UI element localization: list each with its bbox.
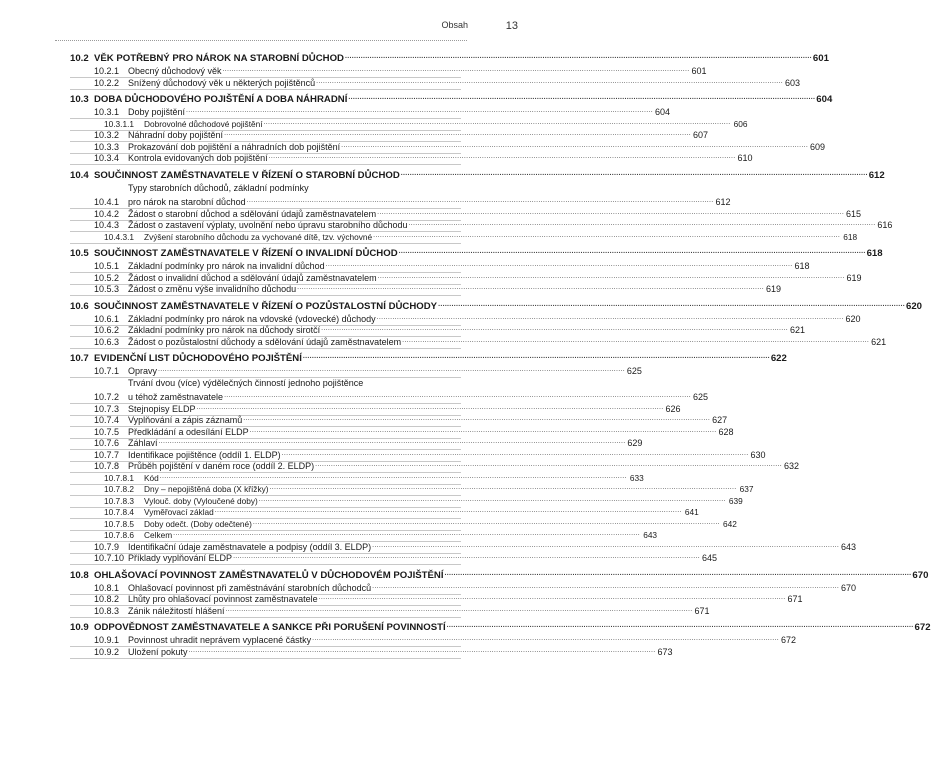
toc-entry [70, 646, 673, 659]
toc-entry-page: 642 [723, 518, 737, 529]
toc-entry-title: Prokazování dob pojištění a náhradních dob pojištění [128, 141, 341, 152]
toc-entry-page: 612 [868, 169, 885, 181]
toc-entry-title: Vyměřovací základ [144, 507, 214, 517]
toc-entry-page: 618 [843, 231, 858, 242]
toc-entry-page: 618 [794, 261, 810, 271]
toc-entry-title: Identifikační údaje zaměstnavatele a podpisy (oddíl 3. ELDP) [128, 541, 372, 552]
toc-entry-title: Identifikace pojištěnce (oddíl 1. ELDP) [128, 449, 281, 460]
toc-entry-page: 672 [914, 622, 931, 633]
toc-entry-number: 10.4.3 [94, 220, 120, 230]
toc-entry-number: 10.3.1 [94, 107, 120, 117]
toc-entry-page: 622 [770, 353, 787, 364]
toc-entry-page: 619 [766, 284, 782, 294]
dot-leader [233, 550, 700, 563]
toc-entry-number: 10.6.2 [94, 325, 120, 335]
toc-entry-number: 10.9.2 [94, 646, 120, 657]
toc-entry-number: 10.7.8.6 [104, 530, 134, 540]
page-number: 13 [505, 20, 518, 32]
toc-entry-title: Základní podmínky pro nárok na vdovské (vdovecké) důchody [128, 313, 376, 324]
toc-entry-title: Kontrola evidovaných dob pojištění [128, 153, 268, 163]
toc-entry-page: 643 [643, 530, 658, 540]
toc-entry-page: 629 [627, 438, 643, 448]
toc-entry-title: Doby odečt. (Doby odečtené) [144, 518, 252, 529]
toc-entry-number: 10.7 [70, 353, 89, 364]
toc-entry [70, 169, 885, 183]
toc-entry-title: Obecný důchodový věk [128, 66, 222, 76]
dot-leader [269, 150, 736, 163]
toc-entry-title: EVIDENČNÍ LIST DŮCHODOVÉHO POJIŠTĚNÍ [94, 353, 302, 364]
toc-entry-page: 671 [694, 605, 710, 616]
toc-entry-number: 10.7.8.5 [104, 518, 134, 529]
toc-entry-number: 10.3.1.1 [104, 118, 134, 129]
toc-entry-number: 10.5 [70, 248, 89, 259]
toc-entry [70, 231, 858, 244]
toc-entry-number: 10.7.7 [94, 449, 120, 460]
toc-entry-title-cont: pro nárok na starobní důchod [128, 197, 246, 207]
toc-entry-page: 637 [739, 484, 754, 494]
toc-entry-title: Žádost o invalidní důchod a sdělování údajů zaměstnavatelem [128, 272, 377, 283]
toc-entry-title: Vyplňování a zápis záznamů [128, 415, 243, 425]
toc-entry-number: 10.4 [70, 169, 89, 181]
dot-leader [438, 297, 905, 312]
toc-entry-title: Opravy [128, 366, 158, 376]
dot-leader [348, 90, 815, 105]
toc-entry [70, 208, 862, 221]
dot-leader [373, 229, 840, 242]
toc-entry-number: 10.4.2 [94, 208, 120, 219]
toc-entry-page: 607 [692, 130, 708, 140]
toc-entry-number: 10.7.9 [94, 541, 120, 552]
toc-entry-title: Základní podmínky pro nárok na invalidní důchod [128, 261, 325, 271]
toc-entry-page: 641 [684, 507, 699, 517]
toc-entry-page: 670 [841, 582, 857, 593]
toc-entry-title: Kód [144, 472, 159, 483]
toc-entry-number: 10.5.3 [94, 284, 120, 294]
toc-entry-page: 632 [784, 461, 800, 471]
toc-entry-number: 10.6 [70, 300, 89, 312]
toc-entry-number: 10.8.3 [94, 605, 120, 616]
toc-entry-number: 10.7.5 [94, 426, 120, 437]
toc-entry-title: Ohlašovací povinnost při zaměstnávání starobních důchodců [128, 582, 372, 593]
toc-entry-number: 10.6.3 [94, 336, 120, 347]
toc-entry-number: 10.5.2 [94, 272, 120, 283]
toc-entry-page: 615 [846, 208, 862, 219]
toc-entry-page: 618 [866, 248, 883, 259]
toc-entry-page: 619 [846, 272, 862, 283]
toc-entry [70, 336, 887, 349]
toc-entry-page: 626 [665, 403, 681, 414]
toc-entry-number: 10.7.1 [94, 366, 120, 376]
toc-entry [70, 605, 710, 618]
toc-entry-page: 673 [657, 646, 673, 657]
toc-entry-title-cont: u téhož zaměstnavatele [128, 392, 224, 402]
toc-entry-page: 625 [626, 366, 642, 376]
toc-entry-page: 620 [845, 313, 861, 324]
toc-entry-number: 10.8 [70, 569, 89, 581]
toc-entry-number: 10.7.8.1 [104, 472, 134, 483]
dot-leader [316, 75, 783, 88]
toc-entry-title: Předkládání a odesílání ELDP [128, 426, 249, 437]
toc-entry-page: 639 [728, 495, 743, 506]
toc-entry-title: Žádost o starobní důchod a sdělování údajů zaměstnavatelem [128, 208, 377, 219]
toc-entry-number: 10.9 [70, 622, 89, 633]
toc-entry-number: 10.9.1 [94, 635, 120, 645]
toc-entry-number: 10.2.1 [94, 66, 120, 76]
toc-entry-page: 601 [812, 53, 829, 64]
toc-entry-number: 10.7.8.2 [104, 484, 134, 494]
toc-entry-number: 10.7.8 [94, 461, 120, 471]
header-dotted-rule [55, 40, 467, 41]
toc-entry-title: SOUČINNOST ZAMĚSTNAVATELE V ŘÍZENÍ O STAROBNÍ DŮCHOD [94, 169, 400, 181]
toc-entry-page: 625 [692, 392, 708, 402]
toc-entry-page: 604 [816, 94, 833, 105]
toc-entry-number: 10.3.2 [94, 130, 120, 140]
toc-entry-page: 643 [841, 541, 857, 552]
toc-entry-title: Zánik náležitostí hlášení [128, 605, 225, 616]
toc-entry-number: 10.7.10 [94, 553, 125, 563]
toc-entry-page: 609 [810, 141, 826, 152]
toc-entry-title: Uložení pokuty [128, 646, 188, 657]
toc-entry [70, 366, 642, 378]
toc-entry-number: 10.3 [70, 94, 89, 105]
toc-entry-page: 606 [733, 118, 748, 129]
toc-entry [70, 553, 717, 565]
toc-entry-title: Náhradní doby pojištění [128, 130, 224, 140]
toc-entry-number: 10.5.1 [94, 261, 120, 271]
toc-entry-title: Snížený důchodový věk u některých pojištěnců [128, 77, 316, 88]
toc-entry-page: 621 [790, 325, 806, 335]
toc-entry-title: OHLAŠOVACÍ POVINNOST ZAMĚSTNAVATELŮ V DŮCHODOVÉM POJIŠTĚNÍ [94, 569, 444, 581]
toc-entry-number: 10.3.4 [94, 153, 120, 163]
toc-entry-title: Lhůty pro ohlašovací povinnost zaměstnavatele [128, 594, 318, 604]
toc-entry-title: Stejnopisy ELDP [128, 403, 196, 414]
toc-entry-title: Dobrovolné důchodové pojištění [144, 118, 263, 129]
toc-entry-number: 10.7.8.4 [104, 507, 134, 517]
dot-leader [297, 281, 764, 294]
toc-entry-number: 10.7.2 [94, 392, 120, 402]
toc-entry-title: Dny – nepojištěná doba (X křížky) [144, 484, 269, 494]
toc-entry-page: 612 [715, 197, 731, 207]
toc-entry-title: Žádost o zastavení výplaty, uvolnění nebo úpravu starobního důchodu [128, 220, 408, 230]
toc-entry-page: 628 [718, 426, 734, 437]
toc-entry [70, 77, 801, 90]
dot-leader [158, 363, 625, 376]
toc-entry [70, 284, 782, 296]
toc-entry-number: 10.7.8.3 [104, 495, 134, 506]
dot-leader [401, 166, 868, 181]
toc-entry-title: Typy starobních důchodů, základní podmínky [128, 182, 309, 193]
toc-entry-page: 672 [781, 635, 797, 645]
toc-entry-page: 671 [787, 594, 803, 604]
toc-entry-page: 645 [701, 553, 717, 563]
toc-entry-number: 10.2 [70, 53, 89, 64]
toc-entry-title: Průběh pojištění v daném roce (oddíl 2. ELDP) [128, 461, 315, 471]
toc-entry-number: 10.8.1 [94, 582, 120, 593]
toc-entry-title: Příklady vyplňování ELDP [128, 553, 233, 563]
toc-entry-page: 670 [912, 569, 929, 581]
toc-entry-title: Zvýšení starobního důchodu za vychované dítě, tzv. výchovné [144, 231, 373, 242]
toc-entry-number: 10.7.6 [94, 438, 120, 448]
toc-entry-title: SOUČINNOST ZAMĚSTNAVATELE V ŘÍZENÍ O INVALIDNÍ DŮCHOD [94, 248, 398, 259]
toc-entry-title: Trvání dvou (více) výdělečných činností jednoho pojištěnce [128, 377, 364, 388]
toc-entry-number: 10.8.2 [94, 594, 120, 604]
toc-entry-title: Vylouč. doby (Vyloučené doby) [144, 495, 258, 506]
dot-leader [447, 618, 914, 633]
dot-leader [399, 244, 866, 259]
toc-entry-number: 10.3.3 [94, 141, 120, 152]
toc-entry-title: Záhlaví [128, 438, 158, 448]
toc-entry-page: 610 [737, 153, 753, 163]
toc-entry-page: 620 [906, 300, 923, 312]
dot-leader [189, 644, 656, 657]
toc-entry-number: 10.7.3 [94, 403, 120, 414]
toc-entry-page: 616 [877, 220, 893, 230]
toc-entry-title: Povinnost uhradit neprávem vyplacené částky [128, 635, 312, 645]
dot-leader [444, 566, 911, 581]
dot-leader [402, 334, 869, 347]
toc-entry-page: 601 [691, 66, 707, 76]
toc-entry-number: 10.4.1 [94, 197, 120, 207]
toc-entry-title: VĚK POTŘEBNÝ PRO NÁROK NA STAROBNÍ DŮCHOD [94, 53, 344, 64]
toc-entry-title: Celkem [144, 530, 173, 540]
toc-entry-title: Žádost o změnu výše invalidního důchodu [128, 284, 297, 294]
toc-entry-title: Doby pojištění [128, 107, 186, 117]
toc-entry-title: DOBA DŮCHODOVÉHO POJIŠTĚNÍ A DOBA NÁHRADNÍ [94, 94, 348, 105]
toc-entry-page: 621 [871, 336, 887, 347]
toc-entry-number: 10.7.4 [94, 415, 120, 425]
toc-entry-number: 10.6.1 [94, 313, 120, 324]
dot-leader [303, 349, 770, 364]
toc-entry-number: 10.2.2 [94, 77, 120, 88]
toc-entry-title: ODPOVĚDNOST ZAMĚSTNAVATELE A SANKCE PŘI PORUŠENÍ POVINNOSTÍ [94, 622, 446, 633]
dot-leader [226, 603, 693, 616]
toc-entry-page: 627 [712, 415, 728, 425]
toc-entry-page: 633 [629, 472, 644, 483]
dot-leader [345, 49, 812, 64]
toc-entry-page: 630 [750, 449, 766, 460]
toc-entry-page: 604 [654, 107, 670, 117]
toc-entry-title: SOUČINNOST ZAMĚSTNAVATELE V ŘÍZENÍ O POZŮSTALOSTNÍ DŮCHODY [94, 300, 438, 312]
toc-entry-title: Základní podmínky pro nárok na důchody sirotčí [128, 325, 321, 335]
toc-entry-number: 10.4.3.1 [104, 231, 134, 242]
toc-entry-title: Žádost o pozůstalostní důchody a sdělování údajů zaměstnavatelem [128, 336, 402, 347]
toc-entry-page: 603 [785, 77, 801, 88]
table-of-contents [70, 52, 931, 658]
toc-entry [70, 153, 753, 165]
running-header-title: Obsah [441, 20, 468, 30]
